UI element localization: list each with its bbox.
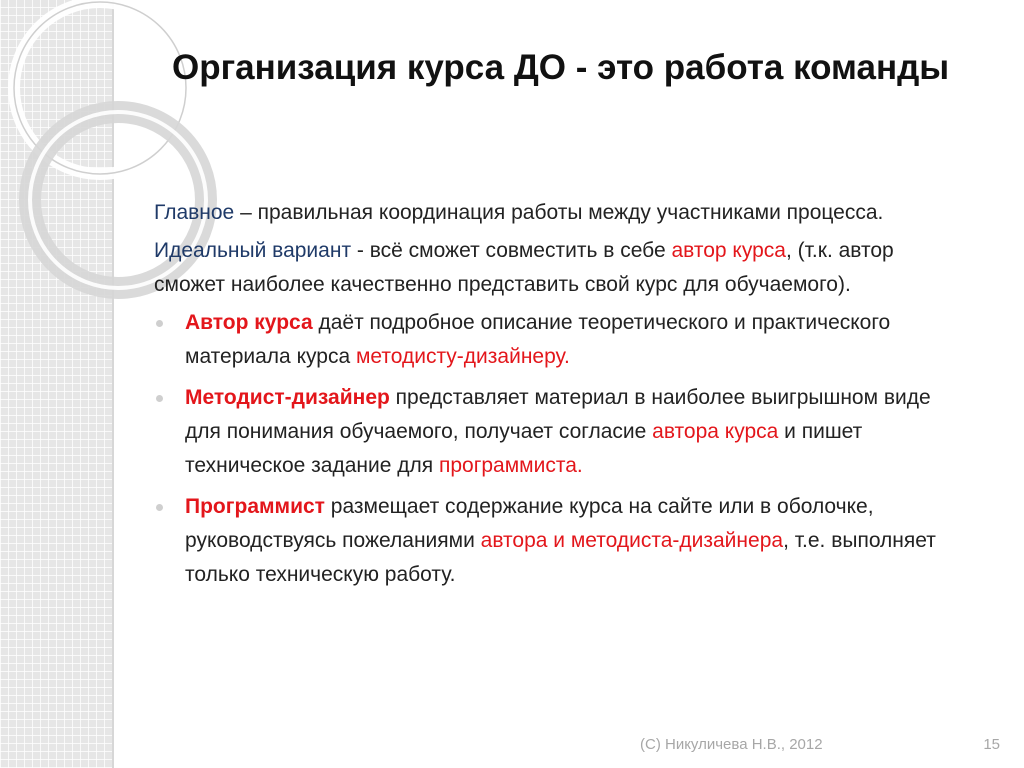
programmer-highlight: программиста. [438,454,583,477]
intro-paragraph [154,196,964,230]
ideal-variant-paragraph [154,234,964,302]
author-methodist-highlight: автора и методиста-дизайнера [480,529,784,552]
roles-list [154,306,964,592]
role-methodist-text: представляет материал в наиболее выигрышном виде для понимания обучаемого, получает согласие [185,386,931,443]
bullet-dot-icon [156,395,163,402]
methodist-highlight: методисту-дизайнеру. [355,345,570,368]
main-point-text: – правильная координация работы между участниками процесса. [234,201,884,224]
role-programmer-text-end: , т.е. выполняет только техническую работу. [185,529,936,586]
course-author-highlight: автор курса [671,239,786,262]
ideal-variant-label: Идеальный вариант [154,239,352,262]
role-programmer-text: размещает содержание курса на сайте или в оболочке, руководствуясь пожеланиями [185,495,874,552]
bullet-dot-icon [156,320,163,327]
role-methodist-text-2: и пишет техническое задание для [185,420,863,477]
list-item-author [154,306,964,374]
role-methodist-label: Методист-дизайнер [185,386,390,409]
role-programmer-label: Программист [185,495,325,518]
bullet-dot-icon [156,504,163,511]
ideal-variant-rest: , (т.к. автор сможет наиболее качественно представить свой курс для обучаемого). [154,239,894,296]
list-item-programmer [154,490,964,592]
main-point-label: Главное [154,201,235,224]
page-number: 15 [983,736,1000,753]
slide-title: Организация курса ДО - это работа команды [172,48,950,87]
list-item-methodist [154,381,964,483]
footer-copyright: (С) Никуличева Н.В., 2012 [640,736,823,753]
author-highlight: автора курса [652,420,779,443]
role-author-label: Автор курса [185,311,313,334]
role-author-text: даёт подробное описание теоретического и практического материала курса [185,311,891,368]
ideal-variant-text: - всё сможет совместить в себе [351,239,672,262]
slide-content [154,196,964,599]
